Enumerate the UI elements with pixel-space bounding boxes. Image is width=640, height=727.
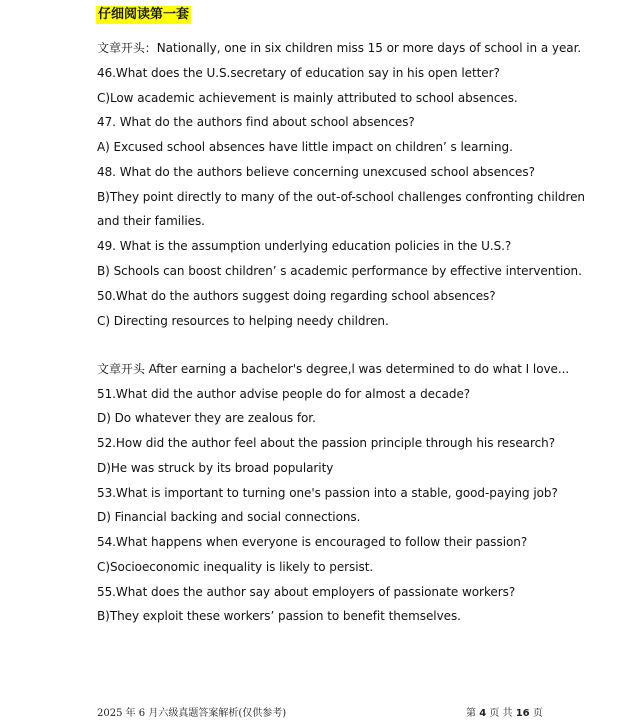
answer-46: C)Low academic achievement is mainly attributed to school absences. (97, 91, 518, 105)
answer-52: D)He was struck by its broad popularity (97, 461, 334, 475)
question-46: 46.What does the U.S.secretary of education say in his open letter? (97, 66, 500, 80)
page-current: 4 (479, 708, 487, 719)
answer-48: B)They point directly to many of the out-of-school challenges confronting children (97, 190, 585, 204)
answer-50: C) Directing resources to helping needy children. (97, 314, 389, 328)
answer-55: B)They exploit these workers’ passion to benefit themselves. (97, 609, 461, 623)
answer-47: A) Excused school absences have little impact on children’ s learning. (97, 140, 513, 154)
question-47: 47. What do the authors find about school absences? (97, 115, 415, 129)
question-48: 48. What do the authors believe concerning unexcused school absences? (97, 165, 535, 179)
footer-document-title: 2025 年 6 月六级真题答案解析(仅供参考) (97, 708, 287, 719)
page-number (466, 707, 543, 721)
answer-48-continued: and their families. (97, 214, 205, 228)
question-49: 49. What is the assumption underlying education policies in the U.S.? (97, 239, 512, 253)
question-55: 55.What does the author say about employers of passionate workers? (97, 585, 516, 599)
page-suffix: 页 (532, 708, 543, 719)
passage1-intro: 文章开头：Nationally, one in six children miss 15 or more days of school in a year. (97, 41, 582, 55)
question-51: 51.What did the author advise people do for almost a decade? (97, 387, 471, 401)
answer-53: D) Financial backing and social connections. (97, 510, 361, 524)
page-total: 16 (515, 708, 530, 719)
answer-49: B) Schools can boost children’ s academic performance by effective intervention. (97, 264, 582, 278)
question-53: 53.What is important to turning one's passion into a stable, good-paying job? (97, 486, 558, 500)
answer-54: C)Socioeconomic inequality is likely to persist. (97, 560, 374, 574)
question-52: 52.How did the author feel about the passion principle through his research? (97, 436, 556, 450)
page-middle: 页 共 (489, 708, 513, 719)
answer-51: D) Do whatever they are zealous for. (97, 411, 316, 425)
question-54: 54.What happens when everyone is encouraged to follow their passion? (97, 535, 528, 549)
question-50: 50.What do the authors suggest doing regarding school absences? (97, 289, 496, 303)
section-title: 仔细阅读第一套 (98, 7, 190, 22)
page-prefix: 第 (466, 708, 476, 719)
passage2-intro: 文章开头 After earning a bachelor's degree,l was determined to do what I love... (97, 362, 570, 376)
